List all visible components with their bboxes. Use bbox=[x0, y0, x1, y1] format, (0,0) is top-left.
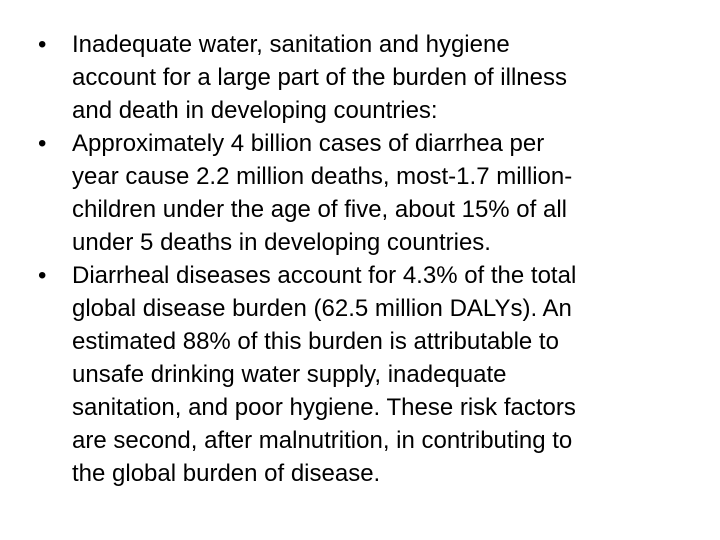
text-line: Inadequate water, sanitation and hygiene bbox=[72, 31, 510, 58]
bullet-list bbox=[38, 28, 708, 490]
bullet-icon: • bbox=[38, 262, 47, 289]
text-line: account for a large part of the burden of illness bbox=[72, 64, 567, 91]
text-line: sanitation, and poor hygiene. These risk factors bbox=[72, 394, 576, 421]
bullet-item bbox=[38, 259, 708, 490]
text-line: year cause 2.2 million deaths, most-1.7 million- bbox=[72, 163, 573, 190]
text-line: the global burden of disease. bbox=[72, 460, 381, 487]
bullet-item bbox=[38, 127, 708, 259]
text-line: global disease burden (62.5 million DALYs). An bbox=[72, 295, 572, 322]
text-line: unsafe drinking water supply, inadequate bbox=[72, 361, 507, 388]
text-line: are second, after malnutrition, in contributing to bbox=[72, 427, 573, 454]
text-line: Approximately 4 billion cases of diarrhea per bbox=[72, 130, 545, 157]
text-line: and death in developing countries: bbox=[72, 97, 438, 124]
text-line: Diarrheal diseases account for 4.3% of the total bbox=[72, 262, 577, 289]
bullet-icon: • bbox=[38, 130, 47, 157]
text-line: children under the age of five, about 15% of all bbox=[72, 196, 567, 223]
bullet-icon: • bbox=[38, 31, 47, 58]
text-line: estimated 88% of this burden is attributable to bbox=[72, 328, 559, 355]
bullet-item bbox=[38, 28, 708, 127]
text-line: under 5 deaths in developing countries. bbox=[72, 229, 491, 256]
